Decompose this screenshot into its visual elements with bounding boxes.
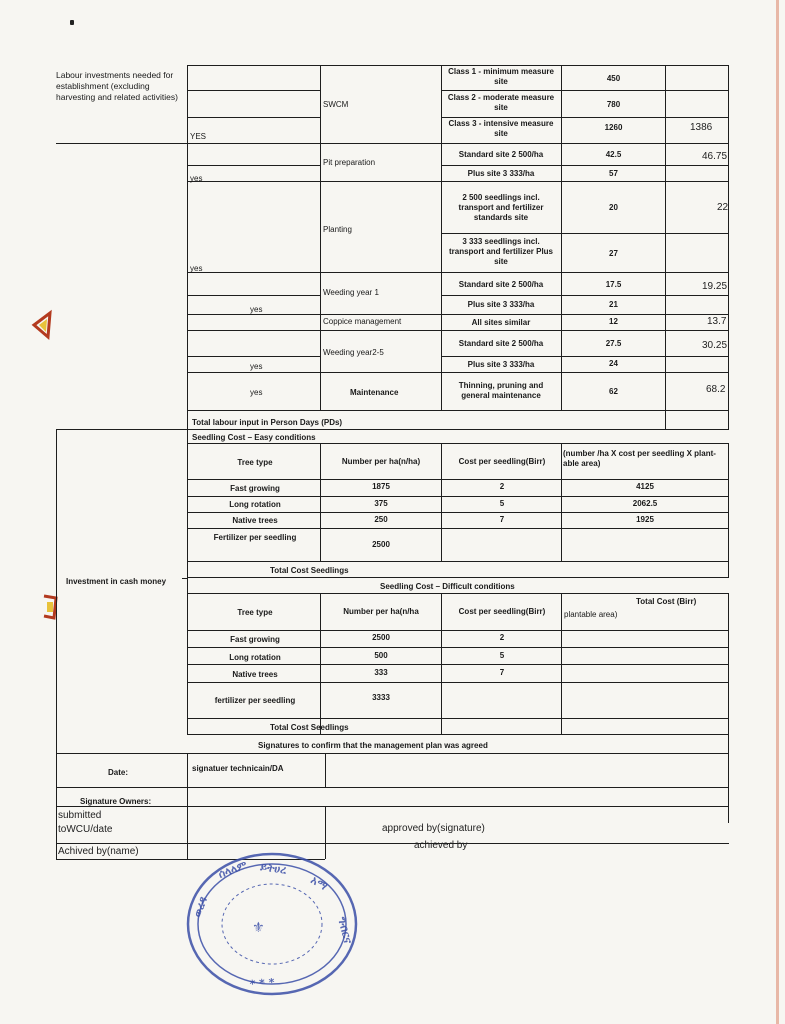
easy-row-total: 2062.5 xyxy=(632,499,658,508)
header-tree-type: Tree type xyxy=(237,608,273,617)
value-cell: 20 xyxy=(609,203,618,212)
diff-row-n: 3333 xyxy=(372,693,390,702)
value-cell: 42.5 xyxy=(605,150,622,159)
svg-text:አማ: አማ xyxy=(308,873,330,894)
cash-side-label: Investment in cash money xyxy=(66,577,167,586)
value-cell: 780 xyxy=(606,100,621,109)
diff-row-type: Long rotation xyxy=(229,653,281,662)
header-cost-per-seedling: Cost per seedling(Birr) xyxy=(458,457,546,466)
header-total-cost: Total Cost (Birr) xyxy=(636,597,697,606)
diff-row-cost: 5 xyxy=(499,651,505,660)
technician-signature-label: signatuer technicain/DA xyxy=(192,764,284,773)
easy-row-type: Fast growing xyxy=(230,484,280,493)
easy-row-total: 1925 xyxy=(636,515,654,524)
total-labour-label: Total labour input in Person Days (PDs) xyxy=(192,418,343,427)
value-cell: 27.5 xyxy=(605,339,622,348)
easy-row-cost: 7 xyxy=(499,515,505,524)
value-cell: 57 xyxy=(609,169,618,178)
header-cost-per-seedling: Cost per seedling(Birr) xyxy=(458,607,546,616)
desc-maintenance: Thinning, pruning and general maintenance xyxy=(458,381,544,400)
yes-label: yes xyxy=(250,305,263,314)
easy-row-total: 4125 xyxy=(636,482,654,491)
official-stamp-seal xyxy=(180,848,360,1000)
diff-row-n: 2500 xyxy=(372,633,390,642)
diff-row-cost: 7 xyxy=(499,668,505,677)
desc-class-3: Class 3 - intensive measure site xyxy=(448,119,554,138)
easy-title: Seedling Cost – Easy conditions xyxy=(192,433,316,442)
header-number-per-ha: Number per ha(n/ha) xyxy=(341,457,421,466)
diff-row-type: Fast growing xyxy=(230,635,280,644)
diff-row-cost: 2 xyxy=(499,633,505,642)
desc-class-1: Class 1 - minimum measure site xyxy=(448,67,554,86)
easy-row-n: 375 xyxy=(374,499,388,508)
approved-label: approved by(signature) xyxy=(382,823,485,834)
value-hand: 13.7 xyxy=(707,316,727,327)
achived-name-label: Achived by(name) xyxy=(58,846,139,857)
value-cell: 450 xyxy=(606,74,621,83)
yes-label: yes xyxy=(190,174,203,183)
easy-row-cost: 2 xyxy=(499,482,505,491)
easy-total-label: Total Cost Seedlings xyxy=(270,566,349,575)
signatures-confirm: Signatures to confirm that the management plan was agreed xyxy=(258,741,488,750)
header-number-per-ha: Number per ha(n/ha xyxy=(343,607,419,616)
easy-row-n: 250 xyxy=(374,515,388,524)
diff-row-type: Native trees xyxy=(232,670,278,679)
value-cell: 12 xyxy=(609,317,618,326)
paper-edge-right xyxy=(776,0,779,1024)
diff-row-n: 333 xyxy=(374,668,388,677)
activity-weeding-year-2-5: Weeding year2-5 xyxy=(323,348,384,357)
svg-text:ግብርና: ግብርና xyxy=(335,915,355,945)
arrow-mark-icon xyxy=(28,308,64,342)
value-hand: 1386 xyxy=(690,122,713,133)
easy-row-type: Long rotation xyxy=(229,500,281,509)
value-cell: 27 xyxy=(609,249,618,258)
desc-planting-standard: 2 500 seedlings incl. transport and fertilizer standards site xyxy=(458,193,544,222)
svg-text:⚜: ⚜ xyxy=(252,920,265,936)
header-plantable-area: plantable area) xyxy=(564,610,618,619)
value-cell: 21 xyxy=(609,300,618,309)
yes-label: YES xyxy=(190,132,207,141)
diff-row-n: 500 xyxy=(374,651,388,660)
desc-standard-site: Standard site 2 500/ha xyxy=(458,280,544,289)
svg-text:ይትሀረ: ይትሀረ xyxy=(259,860,288,877)
header-tree-type: Tree type xyxy=(237,458,273,467)
easy-row-cost: 5 xyxy=(499,499,505,508)
easy-row-n: 1875 xyxy=(372,482,390,491)
easy-row-n: 2500 xyxy=(372,540,390,549)
signature-owners-label: Signature Owners: xyxy=(80,797,152,806)
desc-plus-site: Plus site 3 333/ha xyxy=(467,169,535,178)
value-hand: 68.2 xyxy=(706,384,726,395)
achieved-by-label: achieved by xyxy=(414,840,468,851)
svg-text:ወረዳ: ወረዳ xyxy=(190,894,210,920)
easy-row-type: Native trees xyxy=(232,516,278,525)
value-hand: 19.25 xyxy=(702,281,728,292)
desc-all-sites: All sites similar xyxy=(471,318,531,327)
value-hand: 30.25 xyxy=(702,340,728,351)
header-formula: (number /ha X cost per seedling X plant-able area) xyxy=(563,449,716,468)
desc-planting-plus: 3 333 seedlings incl. transport and fertilizer Plus site xyxy=(448,237,554,266)
yes-label: yes xyxy=(250,388,263,397)
activity-weeding-year-1: Weeding year 1 xyxy=(323,288,379,297)
easy-row-type: Fertilizer per seedling xyxy=(213,533,297,542)
value-hand: 46.75 xyxy=(702,151,728,162)
side-bracket-mark-icon xyxy=(40,592,62,622)
value-cell: 1260 xyxy=(604,123,623,132)
desc-standard-site: Standard site 2 500/ha xyxy=(458,339,544,348)
difficult-total-label: Total Cost Seedlings xyxy=(270,723,349,732)
submitted-label: submitted toWCU/date xyxy=(58,810,113,835)
activity-maintenance: Maintenance xyxy=(350,388,399,397)
diff-row-type: fertilizer per seedling xyxy=(214,696,296,705)
svg-text:* * *: * * * xyxy=(249,975,276,991)
desc-plus-site: Plus site 3 333/ha xyxy=(467,360,535,369)
desc-plus-site: Plus site 3 333/ha xyxy=(467,300,535,309)
date-label: Date: xyxy=(108,768,129,777)
desc-class-2: Class 2 - moderate measure site xyxy=(447,93,555,112)
activity-coppice: Coppice management xyxy=(323,317,402,326)
top-dot-mark xyxy=(70,20,74,25)
value-cell: 62 xyxy=(609,387,618,396)
difficult-title: Seedling Cost – Difficult conditions xyxy=(380,582,515,591)
activity-planting: Planting xyxy=(323,225,352,234)
desc-standard-site: Standard site 2 500/ha xyxy=(458,150,544,159)
activity-pit-preparation: Pit preparation xyxy=(323,158,376,167)
yes-label: yes xyxy=(190,264,203,273)
value-cell: 17.5 xyxy=(605,280,622,289)
activity-swcm: SWCM xyxy=(323,100,349,109)
labour-side-label: Labour investments needed for establishment (excluding harvesting and related activities) xyxy=(56,70,178,102)
value-cell: 24 xyxy=(609,359,618,368)
svg-text:ሰላላም: ሰላላም xyxy=(216,858,249,881)
value-hand: 22 xyxy=(717,202,729,213)
yes-label: yes xyxy=(250,362,263,371)
